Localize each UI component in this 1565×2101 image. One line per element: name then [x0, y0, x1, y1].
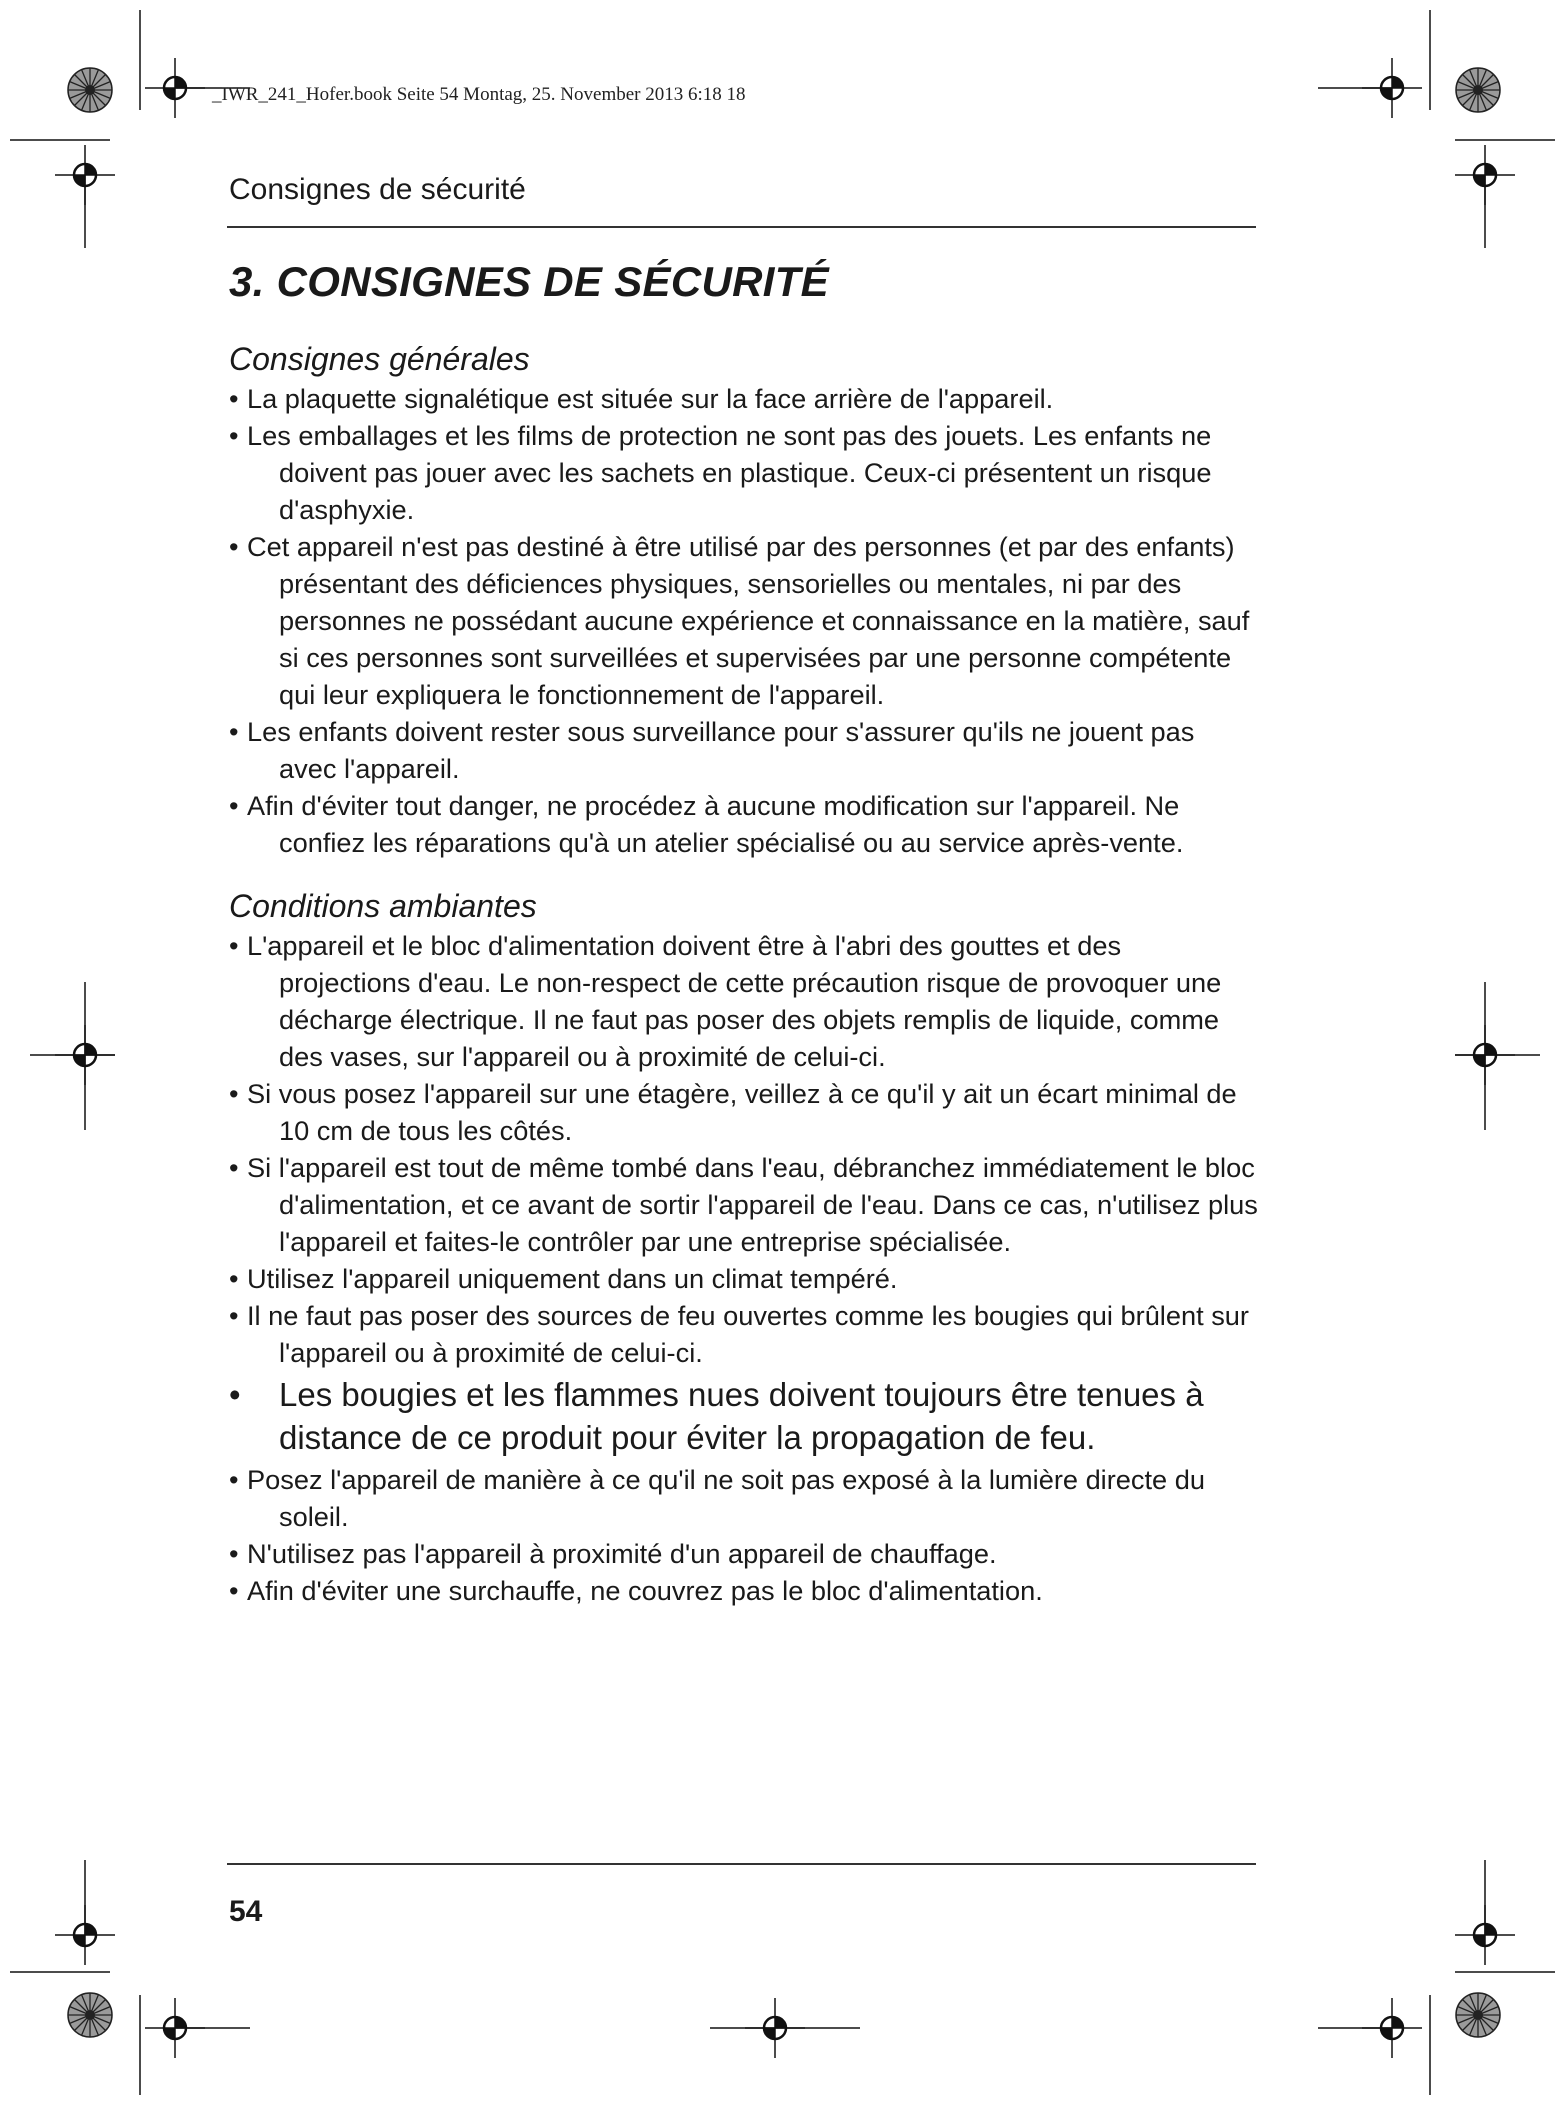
bullet: •	[229, 420, 239, 451]
list-item: • Si vous posez l'appareil sur une étagère, veillez à ce qu'il y ait un écart minimal de 10 cm de tous les côtés.	[229, 1075, 1259, 1149]
registration-mark-right-lower	[1455, 1905, 1515, 1965]
bullet: •	[229, 1376, 241, 1413]
list-item: • Les emballages et les films de protection ne sont pas des jouets. Les enfants ne doivent pas jouer avec les sachets en plastique. Ceux-ci présentent un risque d'asphyxie.	[229, 417, 1259, 528]
list-item: • N'utilisez pas l'appareil à proximité d'un appareil de chauffage.	[229, 1535, 1259, 1572]
bullet: •	[229, 1152, 239, 1183]
list-item: • Il ne faut pas poser des sources de feu ouvertes comme les bougies qui brûlent sur l'appareil ou à proximité de celui-ci.	[229, 1297, 1259, 1371]
general-instructions-list	[229, 380, 1259, 861]
bullet: •	[229, 716, 239, 747]
bullet: •	[229, 1575, 239, 1606]
footer-rule	[227, 1863, 1256, 1865]
star-mark-bottom-left	[68, 1993, 112, 2037]
list-item: • L'appareil et le bloc d'alimentation doivent être à l'abri des gouttes et des projections d'eau. Le non-respect de cette précaution risque de provoquer une décharge électrique. Il ne faut pas poser des objets remplis de liquide, comme des vases, sur l'appareil ou à proximité de celui-ci.	[229, 927, 1259, 1075]
page-number: 54	[229, 1895, 263, 1928]
subheading-general: Consignes générales	[229, 341, 530, 377]
bullet: •	[229, 930, 239, 961]
bullet: •	[229, 1464, 239, 1495]
ambient-conditions-list	[229, 927, 1259, 1609]
bullet: •	[229, 1538, 239, 1569]
header-rule	[227, 226, 1256, 228]
star-mark-top-left	[68, 68, 112, 112]
list-item-emphasized: • Les bougies et les flammes nues doivent toujours être tenues à distance de ce produit pour éviter la propagation de feu.	[229, 1373, 1259, 1459]
star-mark-top-right	[1456, 68, 1500, 112]
section-title: 3. CONSIGNES DE SÉCURITÉ	[229, 258, 829, 305]
print-job-info: _IWR_241_Hofer.book Seite 54 Montag, 25. November 2013 6:18 18	[212, 84, 746, 105]
list-item: • Afin d'éviter tout danger, ne procédez à aucune modification sur l'appareil. Ne confiez les réparations qu'à un atelier spécialisé ou au service après-vente.	[229, 787, 1259, 861]
list-item: • Utilisez l'appareil uniquement dans un climat tempéré.	[229, 1260, 1259, 1297]
bullet: •	[229, 531, 239, 562]
bullet: •	[229, 1300, 239, 1331]
bullet: •	[229, 1078, 239, 1109]
list-item: • Afin d'éviter une surchauffe, ne couvrez pas le bloc d'alimentation.	[229, 1572, 1259, 1609]
list-item: • Posez l'appareil de manière à ce qu'il ne soit pas exposé à la lumière directe du soleil.	[229, 1461, 1259, 1535]
page-content	[229, 252, 1259, 1609]
star-mark-bottom-right	[1456, 1993, 1500, 2037]
subheading-ambient-conditions: Conditions ambiantes	[229, 888, 537, 924]
bullet: •	[229, 383, 239, 414]
bullet: •	[229, 1263, 239, 1294]
list-item: • Si l'appareil est tout de même tombé dans l'eau, débranchez immédiatement le bloc d'alimentation, et ce avant de sortir l'appareil de l'eau. Dans ce cas, n'utilisez plus l'appareil et faites-le contrôler par une entreprise spécialisée.	[229, 1149, 1259, 1260]
bullet: •	[229, 790, 239, 821]
list-item: • La plaquette signalétique est située sur la face arrière de l'appareil.	[229, 380, 1259, 417]
running-header: Consignes de sécurité	[229, 173, 526, 206]
list-item: • Les enfants doivent rester sous surveillance pour s'assurer qu'ils ne jouent pas avec l'appareil.	[229, 713, 1259, 787]
list-item: • Cet appareil n'est pas destiné à être utilisé par des personnes (et par des enfants) présentant des déficiences physiques, sensorielles ou mentales, ni par des personnes ne possédant aucune expérience et connaissance en la matière, sauf si ces personnes sont surveillées et supervisées par une personne compétente qui leur expliquera le fonctionnement de l'appareil.	[229, 528, 1259, 713]
registration-mark-left-lower	[55, 1905, 115, 1965]
